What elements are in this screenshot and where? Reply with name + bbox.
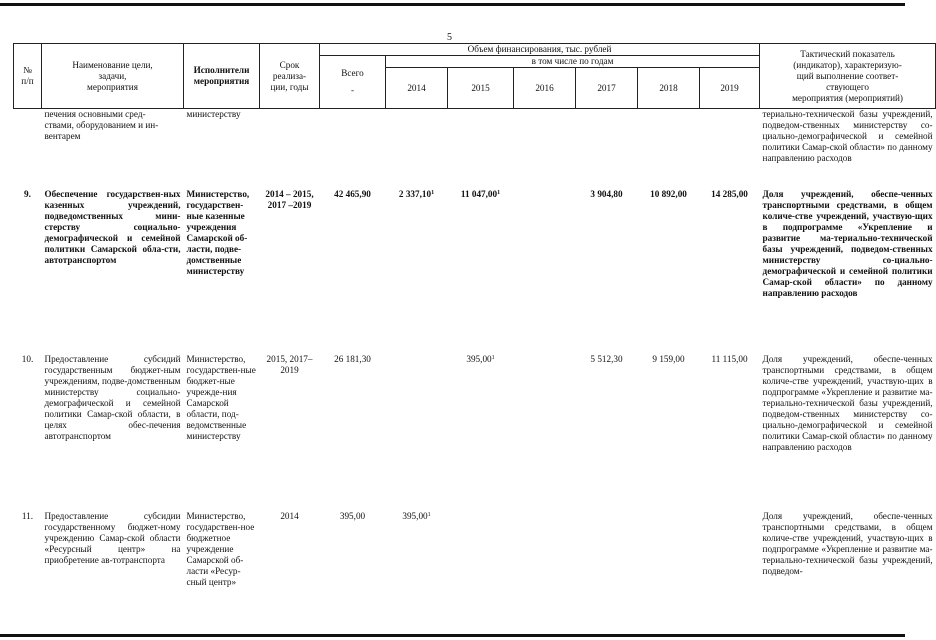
activity-executors: Министерство, государствен-ное бюджетное учреждение Самарской об-ласти «Ресур-сный центр» [186, 510, 255, 587]
header-indicator: Тактический показатель (индикатор), характеризую- щий выполнение соответ- ствующего мероприятия (мероприятий) [760, 44, 936, 109]
activity-name: печения основными сред- ствами, оборудованием и ин- вентарем [44, 109, 159, 141]
financing-year-2015 [448, 109, 514, 189]
implementation-term: 2015, 2017–2019 [266, 353, 313, 375]
amount-value: 11 115,00 [711, 353, 748, 364]
header-by-years: в том числе по годам [386, 56, 760, 68]
implementation-term [260, 109, 320, 189]
header-financing: Объем финансирования, тыс. рублей [320, 44, 760, 56]
financing-total [320, 109, 386, 189]
financing-year-2016 [514, 354, 576, 511]
financing-year-2019 [700, 189, 760, 354]
header-year-2017: 2017 [576, 68, 638, 109]
amount-value: 11 047,00 [460, 188, 498, 199]
financing-year-2017 [576, 511, 638, 588]
table-row [14, 354, 936, 511]
table-body [14, 109, 936, 588]
footnote-mark: 1 [497, 189, 501, 196]
activity-executors: Министерство, государствен-ные бюджет-ные учрежде-ния Самарской области, под-ведомственные министерству [186, 353, 256, 441]
amount-value: 395,00 [402, 510, 428, 521]
financing-year-2016 [514, 189, 576, 354]
table-header [14, 44, 936, 109]
activity-executors: министерству [186, 109, 241, 119]
financing-year-2016 [514, 109, 576, 189]
financing-year-2014 [386, 511, 448, 588]
financing-year-2015 [448, 354, 514, 511]
amount-value: 9 159,00 [652, 353, 685, 364]
footnote-mark: 1 [427, 511, 431, 518]
header-total [320, 56, 386, 109]
row-number: 11. [21, 510, 34, 521]
tactical-indicator: Доля учреждений, обеспе-ченных транспортными средствами, в общем количе-стве учреждений, участвую-щих в подпрограмме «Укрепление и развитие ма-териально-технической базы учреждений, подведом-ственных министерству со-циально-демографической и семейной политики Самар-ской области» по данному направлению расходов [762, 188, 933, 298]
financing-year-2014 [386, 354, 448, 511]
table-row [14, 511, 936, 588]
header-year-2018: 2018 [638, 68, 700, 109]
financing-total: 26 181,30 [334, 353, 371, 364]
amount-value: 5 512,30 [590, 353, 623, 364]
financing-year-2015 [448, 189, 514, 354]
tactical-indicator: териально-технической базы учреждений, подведом-ственных министерству со-циально-демографической и семейной политики Самар-ской области» по данному направлению расходов [762, 109, 933, 163]
tactical-indicator: Доля учреждений, обеспе-ченных транспортными средствами, в общем количе-стве учреждений, участвую-щих в подпрограмме «Укрепление и развитие ма-териально-технической базы учреждений, подведом- [762, 510, 933, 576]
header-total-mark: - [350, 85, 355, 95]
financing-year-2014 [386, 189, 448, 354]
activity-name: Обеспечение государствен-ных казенных учреждений, подведомственных мини-стерству социально-демографической и семейной политики Самарской обла-сти, автотранспортом [44, 188, 181, 265]
financing-year-2018 [638, 354, 700, 511]
activity-executors: Министерство, государствен-ные казенные учреждения Самарской об-ласти, подве-домственные министерству [186, 188, 250, 276]
financing-year-2016 [514, 511, 576, 588]
financing-total: 42 465,90 [334, 188, 371, 199]
header-name: Наименование цели, задачи, мероприятия [42, 44, 184, 109]
financing-year-2018 [638, 511, 700, 588]
header-total-label: Всего [341, 68, 364, 78]
footnote-mark: 1 [431, 189, 435, 196]
financing-year-2019 [700, 354, 760, 511]
financing-total: 395,00 [339, 510, 366, 521]
amount-value: 3 904,80 [590, 188, 623, 199]
financing-year-2019 [700, 511, 760, 588]
row-number: 10. [21, 353, 34, 364]
financing-year-2015 [448, 511, 514, 588]
table-row [14, 189, 936, 354]
header-year-2014: 2014 [386, 68, 448, 109]
top-border-line [0, 3, 905, 6]
table-row [14, 109, 936, 189]
bottom-border-line [0, 634, 905, 637]
footnote-mark: 1 [491, 354, 495, 361]
tactical-indicator: Доля учреждений, обеспе-ченных транспортными средствами, в общем количе-стве учреждений, участвую-щих в подпрограмме «Укрепление и развитие ма-териально-технической базы учреждений, подведом-ственных министерству со-циально-демографической и семейной политики Самар-ской области» по данному направлению расходов [762, 353, 933, 452]
activity-name: Предоставление субсидии государственному бюджет-ному учреждению Самар-ской области «Ресурсный центр» на приобретение ав-тотранспорта [44, 510, 181, 565]
implementation-term: 2014 – 2015, 2017 –2019 [265, 188, 314, 210]
financing-year-2017 [576, 189, 638, 354]
page-number: 5 [447, 32, 452, 43]
header-num: № п/п [14, 44, 42, 109]
header-executors: Исполнители мероприятия [184, 44, 260, 109]
row-number [14, 109, 42, 189]
financing-year-2018 [638, 109, 700, 189]
header-year-2015: 2015 [448, 68, 514, 109]
header-year-2019: 2019 [700, 68, 760, 109]
financing-year-2017 [576, 354, 638, 511]
financing-year-2018 [638, 189, 700, 354]
header-term: Срок реализа- ции, годы [260, 44, 320, 109]
amount-value: 2 337,10 [398, 188, 432, 199]
financing-year-2019 [700, 109, 760, 189]
implementation-term: 2014 [280, 510, 299, 521]
activity-name: Предоставление субсидий государственным бюджет-ным учреждениям, подве-домственным министерству социально-демографической и семейной политики Самар-ской области, в целях обес-печения автотранспортом [44, 353, 181, 441]
amount-value: 14 285,00 [711, 188, 748, 199]
program-activities-table [13, 43, 936, 588]
amount-value: 395,00 [466, 353, 492, 364]
row-number: 9. [24, 188, 31, 199]
amount-value: 10 892,00 [650, 188, 687, 199]
financing-year-2017 [576, 109, 638, 189]
header-year-2016: 2016 [514, 68, 576, 109]
financing-year-2014 [386, 109, 448, 189]
